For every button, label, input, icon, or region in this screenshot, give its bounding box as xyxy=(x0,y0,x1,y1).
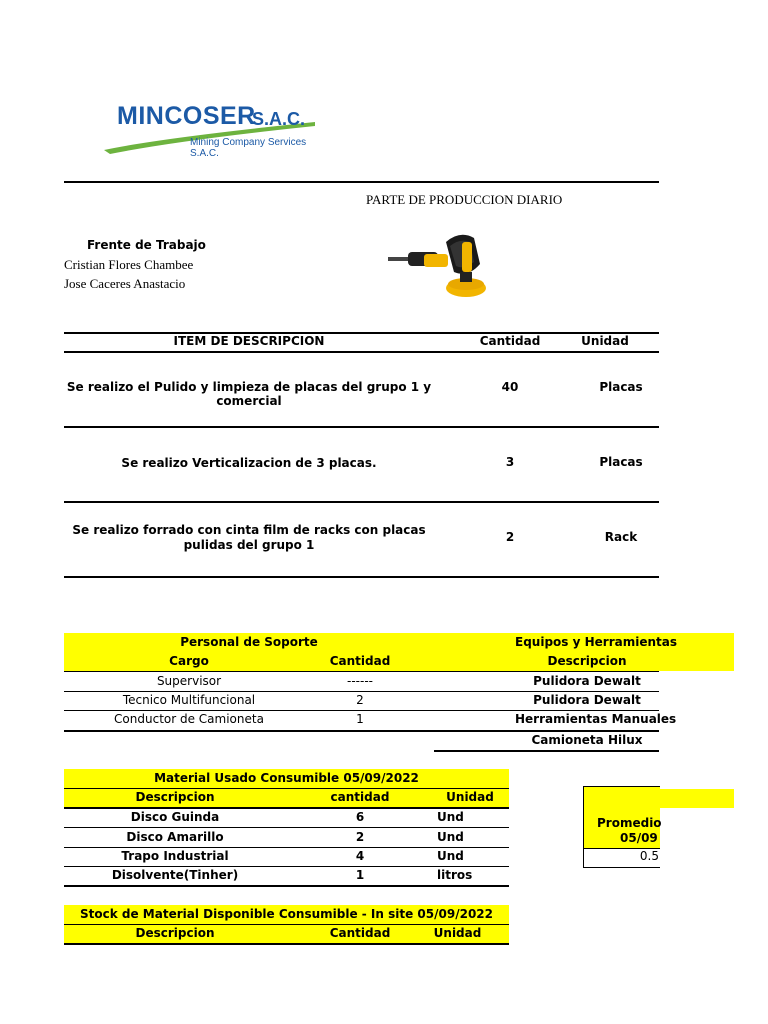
equipos-item-2: Pulidora Dewalt xyxy=(533,693,641,707)
soporte-title: Personal de Soporte xyxy=(180,635,318,649)
report-title: PARTE DE PRODUCCION DIARIO xyxy=(366,192,563,207)
soporte-row-2-cantidad: 2 xyxy=(356,693,364,707)
material-bottom-line xyxy=(64,885,509,887)
material-title: Material Usado Consumible 05/09/2022 xyxy=(154,771,419,785)
stock-header-unidad: Unidad xyxy=(433,926,482,940)
material-row-4-unidad: litros xyxy=(437,868,473,882)
company-tagline: Mining Company Services S.A.C. xyxy=(190,137,307,159)
company-suffix: S.A.C. xyxy=(252,109,306,129)
soporte-row-2-cargo: Tecnico Multifuncional xyxy=(122,693,256,707)
worker-name-2: Jose Caceres Anastacio xyxy=(64,276,186,291)
top-divider xyxy=(64,181,659,183)
production-row-2-unidad: Placas xyxy=(599,455,643,469)
material-row-4-desc: Disolvente(Tinher) xyxy=(111,868,239,882)
production-row-1-divider xyxy=(64,426,659,428)
material-header-unidad: Unidad xyxy=(446,790,494,804)
production-row-3-cantidad: 2 xyxy=(505,530,515,544)
material-row-1-cantidad: 6 xyxy=(355,810,365,824)
material-row-3-desc: Trapo Industrial xyxy=(121,849,229,863)
material-row-3-cantidad: 4 xyxy=(355,849,365,863)
material-row-2-unidad: Und xyxy=(437,830,464,844)
soporte-header-cargo: Cargo xyxy=(169,654,209,668)
equipos-header-descripcion: Descripcion xyxy=(547,654,627,668)
header-unidad: Unidad xyxy=(581,334,629,348)
production-row-3-desc: Se realizo forrado con cinta film de racks con placas pulidas del grupo 1 xyxy=(72,523,426,552)
frente-label: Frente de Trabajo xyxy=(87,238,206,252)
header-item-descripcion: ITEM DE DESCRIPCION xyxy=(173,334,325,348)
material-row-2-desc: Disco Amarillo xyxy=(126,830,224,844)
material-row-3-unidad: Und xyxy=(437,849,464,863)
stock-header-line xyxy=(64,943,509,945)
production-row-3-unidad: Rack xyxy=(604,530,638,544)
header-cantidad: Cantidad xyxy=(479,334,541,348)
worker-name-1: Cristian Flores Chambee xyxy=(64,257,194,272)
material-row-2-cantidad: 2 xyxy=(355,830,365,844)
soporte-row-3-cargo: Conductor de Camioneta xyxy=(114,712,264,726)
material-header-descripcion: Descripcion xyxy=(135,790,215,804)
equipos-item-3: Herramientas Manuales xyxy=(515,712,677,726)
company-name: MINCOSER xyxy=(117,102,256,130)
production-row-3-divider xyxy=(64,576,659,578)
production-row-2-cantidad: 3 xyxy=(505,455,515,469)
material-row-1-desc: Disco Guinda xyxy=(130,810,220,824)
soporte-row-1-cargo: Supervisor xyxy=(156,674,222,688)
polisher-image xyxy=(388,220,492,320)
promedio-date: 05/09 xyxy=(620,831,658,845)
material-row-4-cantidad: 1 xyxy=(355,868,365,882)
polisher-tool-icon xyxy=(388,220,492,320)
equipos-item-1: Pulidora Dewalt xyxy=(533,674,641,688)
material-header-cantidad: cantidad xyxy=(330,790,390,804)
soporte-header-cantidad: Cantidad xyxy=(329,654,391,668)
production-row-2-divider xyxy=(64,501,659,503)
equipos-bottom-line xyxy=(434,750,659,752)
production-row-1-cantidad: 40 xyxy=(501,380,519,394)
equipos-item-4: Camioneta Hilux xyxy=(531,733,643,747)
company-logo xyxy=(100,100,320,159)
production-row-2-desc: Se realizo Verticalizacion de 3 placas. xyxy=(121,456,377,470)
production-header-bottom xyxy=(64,351,659,353)
material-row-1-unidad: Und xyxy=(437,810,464,824)
promedio-value: 0.5 xyxy=(639,849,659,863)
production-row-1-desc: Se realizo el Pulido y limpieza de placas del grupo 1 y comercial xyxy=(66,380,432,408)
equipos-title: Equipos y Herramientas xyxy=(515,635,677,649)
stock-header-descripcion: Descripcion xyxy=(135,926,215,940)
promedio-label: Promedio xyxy=(597,816,662,830)
production-row-1-unidad: Placas xyxy=(599,380,643,394)
soporte-row-1-cantidad: ------ xyxy=(347,674,373,688)
promedio-extension xyxy=(659,789,734,808)
stock-title: Stock de Material Disponible Consumible - In site 05/09/2022 xyxy=(80,907,493,921)
stock-header-cantidad: Cantidad xyxy=(329,926,391,940)
soporte-row-3-cantidad: 1 xyxy=(356,712,364,726)
